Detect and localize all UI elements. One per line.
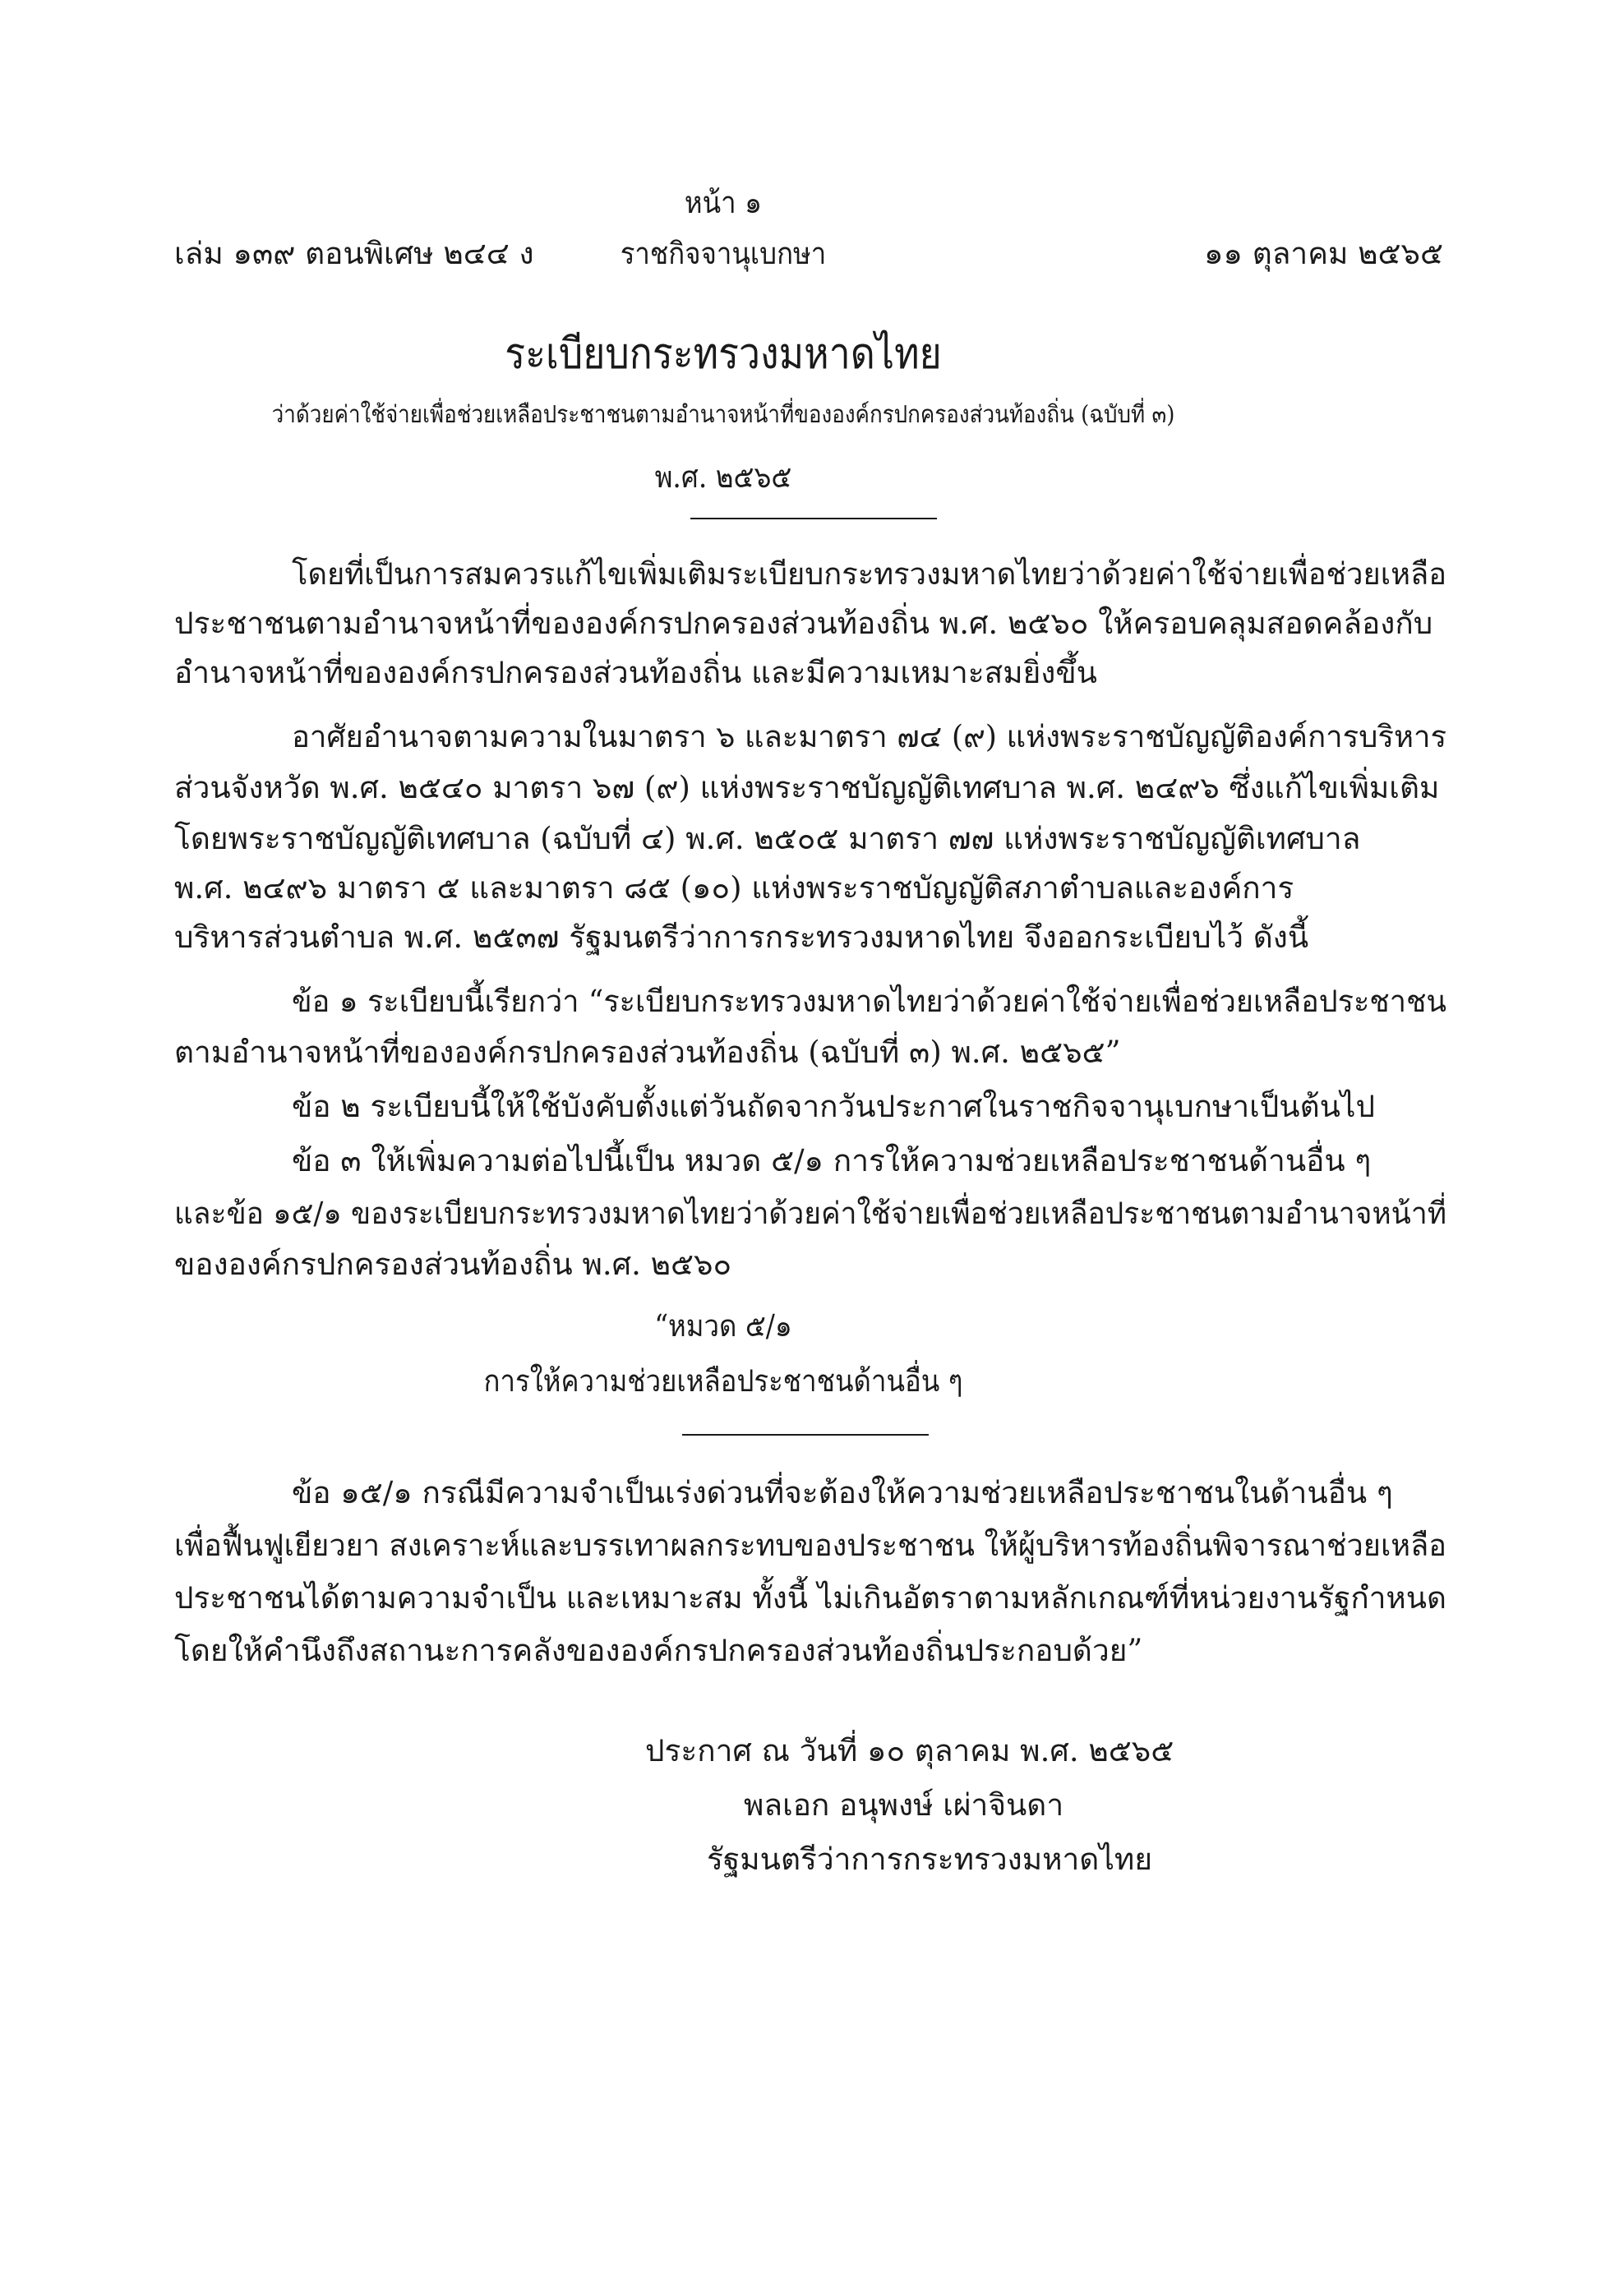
body-line: ประชาชนตามอำนาจหน้าที่ขององค์กรปกครองส่วนท้องถิ่น พ.ศ. ๒๕๖๐ ให้ครอบคลุมสอดคล้องกับ bbox=[174, 606, 1433, 641]
publication-name: ราชกิจจานุเบกษา bbox=[620, 236, 827, 271]
clause-line: เพื่อฟื้นฟูเยียวยา สงเคราะห์และบรรเทาผลกระทบของประชาชน ให้ผู้บริหารท้องถิ่นพิจารณาช่วยเหลือ bbox=[174, 1528, 1446, 1563]
body-line: โดยพระราชบัญญัติเทศบาล (ฉบับที่ ๔) พ.ศ. ๒๕๐๕ มาตรา ๗๗ แห่งพระราชบัญญัติเทศบาล bbox=[174, 821, 1361, 856]
title-divider bbox=[690, 518, 937, 519]
body-line: ข้อ ๑ ระเบียบนี้เรียกว่า “ระเบียบกระทรวงมหาดไทยว่าด้วยค่าใช้จ่ายเพื่อช่วยเหลือประชาชน bbox=[292, 984, 1447, 1019]
body-line: ข้อ ๒ ระเบียบนี้ให้ใช้บังคับตั้งแต่วันถัดจากวันประกาศในราชกิจจานุเบกษาเป็นต้นไป bbox=[292, 1089, 1375, 1124]
volume-issue: เล่ม ๑๓๙ ตอนพิเศษ ๒๔๔ ง bbox=[174, 236, 534, 271]
body-line: อำนาจหน้าที่ขององค์กรปกครองส่วนท้องถิ่น และมีความเหมาะสมยิ่งขึ้น bbox=[174, 655, 1097, 690]
page-number: หน้า ๑ bbox=[684, 185, 763, 220]
clause-line: ประชาชนได้ตามความจำเป็น และเหมาะสม ทั้งนี้ ไม่เกินอัตราตามหลักเกณฑ์ที่หน่วยงานรัฐกำหนด bbox=[174, 1580, 1446, 1616]
body-line: ข้อ ๓ ให้เพิ่มความต่อไปนี้เป็น หมวด ๕/๑ การให้ความช่วยเหลือประชาชนด้านอื่น ๆ bbox=[292, 1143, 1372, 1178]
body-line: ขององค์กรปกครองส่วนท้องถิ่น พ.ศ. ๒๕๖๐ bbox=[174, 1247, 732, 1282]
announcement-date: ประกาศ ณ วันที่ ๑๐ ตุลาคม พ.ศ. ๒๕๖๕ bbox=[645, 1733, 1174, 1768]
clause-line: โดยให้คำนึงถึงสถานะการคลังขององค์กรปกครองส่วนท้องถิ่นประกอบด้วย” bbox=[174, 1633, 1143, 1668]
body-line: ส่วนจังหวัด พ.ศ. ๒๕๔๐ มาตรา ๖๗ (๙) แห่งพระราชบัญญัติเทศบาล พ.ศ. ๒๔๙๖ ซึ่งแก้ไขเพิ่มเติม bbox=[174, 770, 1440, 805]
document-year: พ.ศ. ๒๕๖๕ bbox=[654, 459, 792, 495]
chapter-title: การให้ความช่วยเหลือประชาชนด้านอื่น ๆ bbox=[483, 1363, 963, 1399]
body-line: อาศัยอำนาจตามความในมาตรา ๖ และมาตรา ๗๔ (๙) แห่งพระราชบัญญัติองค์การบริหาร bbox=[292, 719, 1447, 754]
publication-date: ๑๑ ตุลาคม ๒๕๖๕ bbox=[1204, 236, 1443, 271]
clause-line: ข้อ ๑๕/๑ กรณีมีความจำเป็นเร่งด่วนที่จะต้องให้ความช่วยเหลือประชาชนในด้านอื่น ๆ bbox=[292, 1475, 1393, 1510]
signatory-position: รัฐมนตรีว่าการกระทรวงมหาดไทย bbox=[707, 1842, 1152, 1877]
document-title: ระเบียบกระทรวงมหาดไทย bbox=[505, 330, 942, 379]
signatory-name: พลเอก อนุพงษ์ เผ่าจินดา bbox=[744, 1787, 1064, 1823]
body-line: พ.ศ. ๒๔๙๖ มาตรา ๕ และมาตรา ๘๕ (๑๐) แห่งพระราชบัญญัติสภาตำบลและองค์การ bbox=[174, 870, 1294, 906]
body-line: และข้อ ๑๕/๑ ของระเบียบกระทรวงมหาดไทยว่าด้วยค่าใช้จ่ายเพื่อช่วยเหลือประชาชนตามอำนาจหน้าที่ bbox=[174, 1196, 1447, 1231]
body-line: โดยที่เป็นการสมควรแก้ไขเพิ่มเติมระเบียบกระทรวงมหาดไทยว่าด้วยค่าใช้จ่ายเพื่อช่วยเหลือ bbox=[292, 556, 1446, 592]
body-line: บริหารส่วนตำบล พ.ศ. ๒๕๓๗ รัฐมนตรีว่าการกระทรวงมหาดไทย จึงออกระเบียบไว้ ดังนี้ bbox=[174, 920, 1309, 955]
chapter-label: “หมวด ๕/๑ bbox=[654, 1308, 792, 1344]
body-line: ตามอำนาจหน้าที่ขององค์กรปกครองส่วนท้องถิ่น (ฉบับที่ ๓) พ.ศ. ๒๕๖๕” bbox=[174, 1035, 1121, 1070]
document-subtitle: ว่าด้วยค่าใช้จ่ายเพื่อช่วยเหลือประชาชนตามอำนาจหน้าที่ขององค์กรปกครองส่วนท้องถิ่น (ฉบับที่ ๓) bbox=[271, 400, 1175, 428]
chapter-divider bbox=[682, 1434, 929, 1436]
